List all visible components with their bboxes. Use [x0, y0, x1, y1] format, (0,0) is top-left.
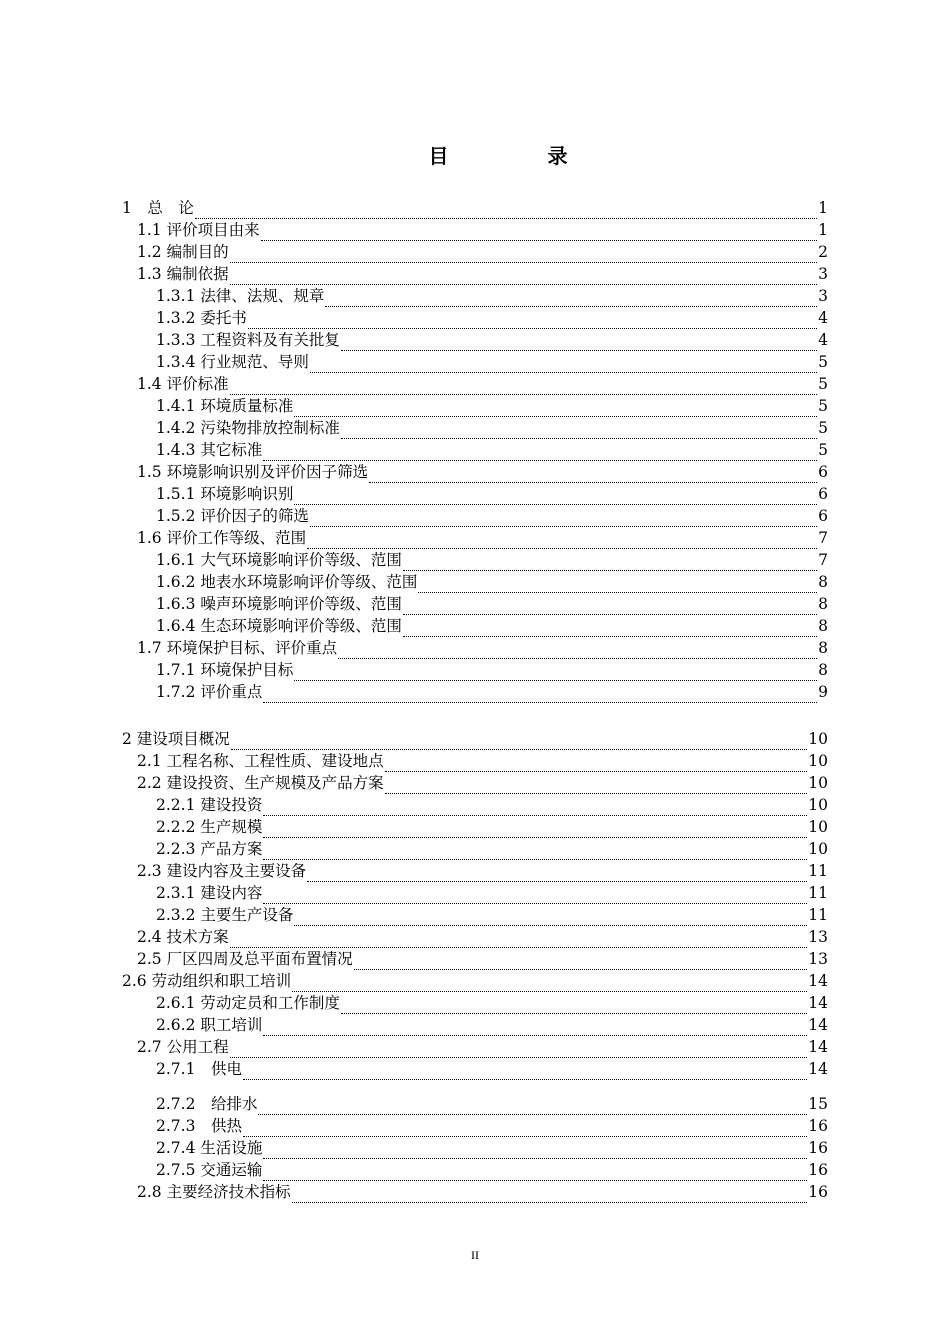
- toc-leader-dots: [418, 576, 817, 593]
- toc-entry-title: 1.7 环境保护目标、评价重点: [137, 639, 338, 657]
- toc-entry[interactable]: [137, 263, 828, 285]
- toc-leader-dots: [263, 444, 817, 461]
- toc-entry-title: 2.1 工程名称、工程性质、建设地点: [137, 752, 384, 770]
- toc-leader-dots: [230, 378, 818, 395]
- toc-entry-page: 7: [818, 551, 828, 569]
- toc-leader-dots: [243, 1063, 807, 1080]
- toc-entry[interactable]: [156, 1115, 828, 1137]
- toc-entry[interactable]: [156, 483, 828, 505]
- toc-entry-title: 1.5.1 环境影响识别: [156, 485, 294, 503]
- toc-entry[interactable]: [137, 373, 828, 395]
- toc-entry-page: 5: [818, 353, 828, 371]
- toc-entry[interactable]: [137, 461, 828, 483]
- toc-entry-title: 1.4.1 环境质量标准: [156, 397, 294, 415]
- toc-entry-title: 1.3.4 行业规范、导则: [156, 353, 309, 371]
- toc-entry[interactable]: [156, 992, 828, 1014]
- toc-entry-page: 5: [818, 441, 828, 459]
- toc-leader-dots: [403, 598, 817, 615]
- toc-entry-title: 2.7.4 生活设施: [156, 1139, 263, 1157]
- toc-entry-title: 1.6.4 生态环境影响评价等级、范围: [156, 617, 402, 635]
- toc-entry[interactable]: [137, 1036, 828, 1058]
- toc-entry-title: 1.5 环境影响识别及评价因子筛选: [137, 463, 369, 481]
- toc-entry[interactable]: [156, 882, 828, 904]
- toc-entry-title: 2.3.2 主要生产设备: [156, 906, 294, 924]
- toc-entry[interactable]: [156, 395, 828, 417]
- toc-entry-page: 5: [818, 375, 828, 393]
- toc-leader-dots: [294, 664, 817, 681]
- toc-entry-title: 2.2.1 建设投资: [156, 796, 263, 814]
- toc-leader-dots: [263, 1164, 807, 1181]
- toc-leader-dots: [369, 466, 817, 483]
- toc-entry[interactable]: [137, 1181, 828, 1203]
- toc-leader-dots: [341, 422, 817, 439]
- toc-entry-title: 2.7.3 供热: [156, 1117, 242, 1135]
- toc-entry-page: 8: [818, 639, 828, 657]
- toc-leader-dots: [263, 887, 807, 904]
- toc-entry-title: 2.4 技术方案: [137, 928, 229, 946]
- toc-entry-title: 2.2 建设投资、生产规模及产品方案: [137, 774, 384, 792]
- toc-entry-title: 1.4.3 其它标准: [156, 441, 263, 459]
- toc-entry[interactable]: [137, 637, 828, 659]
- toc-leader-dots: [403, 554, 817, 571]
- toc-entry[interactable]: [156, 1093, 828, 1115]
- toc-entry[interactable]: [156, 904, 828, 926]
- toc-entry-title: 2.6.2 职工培训: [156, 1016, 263, 1034]
- toc-entry-page: 9: [818, 683, 828, 701]
- toc-entry[interactable]: [122, 970, 828, 992]
- toc-entry-page: 10: [808, 796, 828, 814]
- toc-entry-title: 1.6.3 噪声环境影响评价等级、范围: [156, 595, 402, 613]
- toc-entry[interactable]: [137, 948, 828, 970]
- toc-leader-dots: [403, 620, 817, 637]
- toc-entry-page: 8: [818, 617, 828, 635]
- toc-entry-title: 2.6 劳动组织和职工培训: [122, 972, 292, 990]
- toc-entry-page: 11: [808, 862, 828, 880]
- toc-entry-page: 14: [808, 1060, 828, 1078]
- toc-entry-title: 2.3 建设内容及主要设备: [137, 862, 307, 880]
- toc-entry[interactable]: [156, 1159, 828, 1181]
- toc-entry-title: 1.4 评价标准: [137, 375, 229, 393]
- toc-entry[interactable]: [156, 307, 828, 329]
- toc-entry[interactable]: [156, 794, 828, 816]
- toc-leader-dots: [338, 642, 817, 659]
- toc-entry-title: 1.5.2 评价因子的筛选: [156, 507, 309, 525]
- toc-entry-page: 3: [818, 265, 828, 283]
- toc-leader-dots: [385, 755, 808, 772]
- toc-entry-page: 10: [808, 752, 828, 770]
- toc-entry-title: 1.7.1 环境保护目标: [156, 661, 294, 679]
- toc-entry-page: 14: [808, 1016, 828, 1034]
- toc-entry-title: 1.6 评价工作等级、范围: [137, 529, 307, 547]
- toc-entry-title: 1.6.1 大气环境影响评价等级、范围: [156, 551, 402, 569]
- toc-entry-page: 4: [818, 331, 828, 349]
- toc-leader-dots: [230, 931, 808, 948]
- toc-entry-title: 2 建设项目概况: [122, 730, 230, 748]
- toc-leader-dots: [385, 777, 808, 794]
- toc-entry-title: 1 总 论: [122, 199, 194, 217]
- toc-leader-dots: [292, 1186, 808, 1203]
- toc-leader-dots: [230, 268, 818, 285]
- page-number-footer: II: [471, 1248, 479, 1262]
- toc-leader-dots: [230, 246, 818, 263]
- toc-entry-title: 2.7.5 交通运输: [156, 1161, 263, 1179]
- toc-entry-title: 1.4.2 污染物排放控制标准: [156, 419, 340, 437]
- toc-entry-title: 1.6.2 地表水环境影响评价等级、范围: [156, 573, 418, 591]
- toc-leader-dots: [261, 224, 818, 241]
- toc-leader-dots: [341, 997, 807, 1014]
- toc-entry-page: 16: [808, 1117, 828, 1135]
- toc-entry-title: 2.7.1 供电: [156, 1060, 242, 1078]
- toc-entry[interactable]: [137, 527, 828, 549]
- toc-entry-page: 16: [808, 1183, 828, 1201]
- toc-entry-title: 1.3.1 法律、法规、规章: [156, 287, 325, 305]
- toc-entry-page: 16: [808, 1139, 828, 1157]
- toc-entry[interactable]: [156, 593, 828, 615]
- toc-leader-dots: [292, 975, 807, 992]
- page-title: 目 录: [428, 144, 614, 168]
- toc-entry-title: 2.6.1 劳动定员和工作制度: [156, 994, 340, 1012]
- toc-entry[interactable]: [156, 1014, 828, 1036]
- toc-entry[interactable]: [156, 571, 828, 593]
- toc-entry-page: 6: [818, 485, 828, 503]
- toc-leader-dots: [341, 334, 817, 351]
- toc-leader-dots: [294, 488, 817, 505]
- toc-entry[interactable]: [156, 681, 828, 703]
- toc-entry[interactable]: [137, 926, 828, 948]
- toc-entry-page: 7: [818, 529, 828, 547]
- toc-entry[interactable]: [137, 860, 828, 882]
- toc-entry-title: 1.3.2 委托书: [156, 309, 247, 327]
- toc-leader-dots: [310, 356, 817, 373]
- toc-leader-dots: [263, 799, 807, 816]
- toc-entry-page: 1: [818, 221, 828, 239]
- toc-entry-page: 6: [818, 507, 828, 525]
- toc-entry-page: 16: [808, 1161, 828, 1179]
- toc-entry-title: 2.3.1 建设内容: [156, 884, 263, 902]
- toc-entry-title: 2.2.3 产品方案: [156, 840, 263, 858]
- toc-entry-page: 10: [808, 818, 828, 836]
- toc-entry[interactable]: [156, 1058, 828, 1080]
- toc-entry[interactable]: [156, 351, 828, 373]
- toc-entry[interactable]: [156, 285, 828, 307]
- toc-leader-dots: [307, 532, 817, 549]
- toc-entry[interactable]: [137, 772, 828, 794]
- toc-entry-page: 8: [818, 573, 828, 591]
- toc-leader-dots: [248, 312, 817, 329]
- toc-leader-dots: [230, 1041, 808, 1058]
- toc-entry[interactable]: [122, 728, 828, 750]
- toc-leader-dots: [263, 821, 807, 838]
- toc-leader-dots: [263, 1142, 807, 1159]
- toc-entry-page: 15: [808, 1095, 828, 1113]
- toc-entry-page: 14: [808, 972, 828, 990]
- toc-entry-page: 13: [808, 928, 828, 946]
- toc-entry[interactable]: [156, 659, 828, 681]
- toc-entry-title: 2.8 主要经济技术指标: [137, 1183, 291, 1201]
- toc-leader-dots: [325, 290, 817, 307]
- toc-entry-page: 10: [808, 730, 828, 748]
- toc-entry[interactable]: [156, 505, 828, 527]
- toc-entry-title: 1.3 编制依据: [137, 265, 229, 283]
- toc-entry[interactable]: [137, 219, 828, 241]
- toc-entry-page: 11: [808, 906, 828, 924]
- toc-entry[interactable]: [156, 417, 828, 439]
- toc-entry[interactable]: [156, 838, 828, 860]
- toc-entry-page: 10: [808, 774, 828, 792]
- toc-leader-dots: [310, 510, 817, 527]
- toc-entry-title: 1.7.2 评价重点: [156, 683, 263, 701]
- toc-entry-page: 13: [808, 950, 828, 968]
- toc-leader-dots: [307, 865, 807, 882]
- toc-leader-dots: [263, 686, 817, 703]
- toc-entry[interactable]: [137, 750, 828, 772]
- toc-entry-page: 5: [818, 397, 828, 415]
- toc-entry[interactable]: [156, 1137, 828, 1159]
- toc-entry[interactable]: [137, 241, 828, 263]
- toc-entry-title: 1.2 编制目的: [137, 243, 229, 261]
- toc-entry-page: 11: [808, 884, 828, 902]
- toc-entry-page: 14: [808, 994, 828, 1012]
- toc-entry-title: 2.5 厂区四周及总平面布置情况: [137, 950, 353, 968]
- toc-entry-title: 1.1 评价项目由来: [137, 221, 260, 239]
- toc-entry-title: 1.3.3 工程资料及有关批复: [156, 331, 340, 349]
- toc-leader-dots: [195, 202, 817, 219]
- toc-entry-page: 1: [818, 199, 828, 217]
- toc-entry-title: 2.7 公用工程: [137, 1038, 229, 1056]
- toc-entry[interactable]: [156, 549, 828, 571]
- toc-entry-page: 5: [818, 419, 828, 437]
- toc-entry-page: 10: [808, 840, 828, 858]
- toc-entry-page: 8: [818, 595, 828, 613]
- toc-entry[interactable]: [156, 439, 828, 461]
- toc-entry-page: 3: [818, 287, 828, 305]
- toc-leader-dots: [231, 733, 807, 750]
- toc-leader-dots: [258, 1098, 807, 1115]
- toc-leader-dots: [243, 1120, 807, 1137]
- toc-entry-page: 6: [818, 463, 828, 481]
- toc-entry-page: 2: [818, 243, 828, 261]
- toc-leader-dots: [294, 909, 807, 926]
- toc-leader-dots: [263, 843, 807, 860]
- toc-leader-dots: [294, 400, 817, 417]
- toc-entry-title: 2.7.2 给排水: [156, 1095, 258, 1113]
- toc-entry[interactable]: [122, 197, 828, 219]
- toc-entry[interactable]: [156, 329, 828, 351]
- toc-leader-dots: [354, 953, 808, 970]
- toc-entry[interactable]: [156, 816, 828, 838]
- toc-entry[interactable]: [156, 615, 828, 637]
- toc-entry-title: 2.2.2 生产规模: [156, 818, 263, 836]
- toc-leader-dots: [263, 1019, 807, 1036]
- toc-entry-page: 14: [808, 1038, 828, 1056]
- toc-entry-page: 8: [818, 661, 828, 679]
- toc-entry-page: 4: [818, 309, 828, 327]
